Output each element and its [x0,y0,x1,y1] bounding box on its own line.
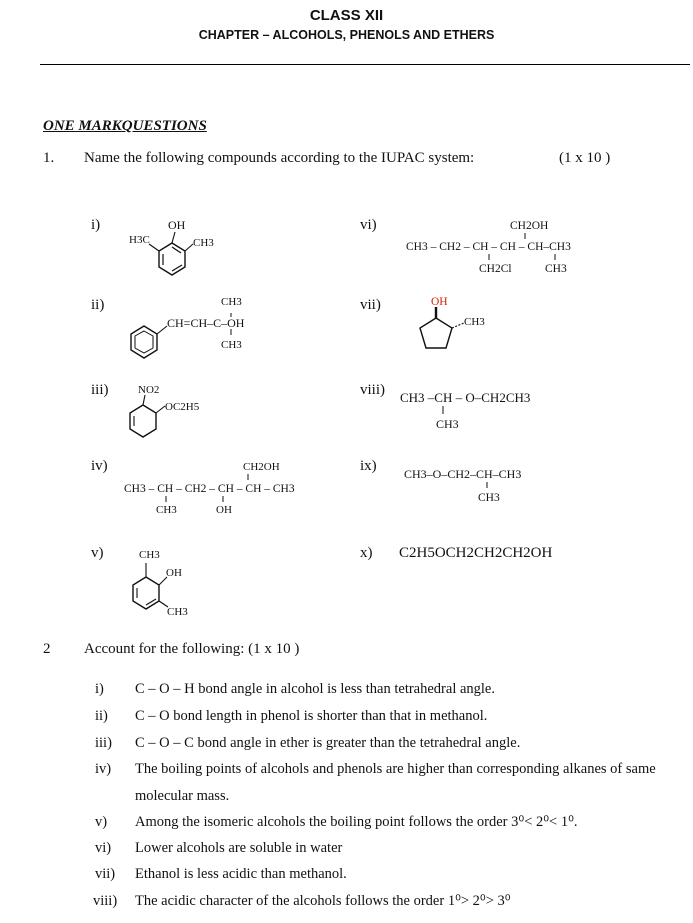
compound-vi-structure [404,213,614,278]
compound-vii-oh: OH [431,296,448,308]
q2-number: 2 [43,641,51,657]
compound-iii-oc2h5: OC2H5 [165,401,200,413]
compound-ii-structure [125,292,275,357]
compound-iv-ch3: CH3 [156,504,177,516]
q2-item-roman: iv) [95,761,112,777]
compound-i-ch3: CH3 [193,237,214,249]
q2-item-text: Among the isomeric alcohols the boiling point follows the order 3⁰< 2⁰< 1⁰. [135,814,578,830]
compound-ix-structure [402,460,552,510]
q2-item-roman: vi) [95,840,112,856]
q2-item-roman: vii) [95,866,116,882]
q1-text: Name the following compounds according to the IUPAC system: [84,150,475,166]
compound-iv-chain: CH3 – CH – CH2 – CH – CH – CH3 [124,483,295,495]
compound-ix-chain: CH3–O–CH2–CH–CH3 [404,467,522,481]
compound-vi-ch2cl: CH2Cl [479,263,512,275]
q1-item-label: viii) [360,382,385,398]
q1-item-label: ii) [91,297,105,313]
compound-iv-ch2oh: CH2OH [243,461,280,473]
q1-number: 1. [43,150,55,166]
q2-item-text: C – O – C bond angle in ether is greater than the tetrahedral angle. [135,735,521,751]
compound-x-formula: C2H5OCH2CH2CH2OH [399,545,553,561]
chapter-title: CHAPTER – ALCOHOLS, PHENOLS AND ETHERS [198,28,495,42]
header-divider [40,64,690,65]
compound-ix-ch3: CH3 [478,492,500,504]
q1-item-label: iv) [91,458,108,474]
compound-vi-ch3: CH3 [545,263,567,275]
compound-iii-structure [125,381,225,441]
q1-item-label: x) [360,545,373,561]
q2-item-roman: viii) [93,893,118,909]
compound-iv-structure [122,455,322,520]
compound-v-oh: OH [166,567,182,579]
compound-iv-oh: OH [216,504,232,516]
compound-i-structure [125,215,225,275]
q1-item-label: iii) [91,382,109,398]
q2-item-text: C – O – H bond angle in alcohol is less than tetrahedral angle. [135,681,495,697]
compound-viii-structure [398,385,568,435]
compound-viii-ch3: CH3 [436,417,459,431]
q2-item-text: The acidic character of the alcohols follows the order 1⁰> 2⁰> 3⁰ [135,893,511,909]
q2-text: Account for the following: (1 x 10 ) [84,641,300,657]
compound-iii-no2: NO2 [138,384,160,396]
compound-v-ch3-top: CH3 [139,549,160,561]
q2-item-roman: iii) [95,735,112,751]
q2-item-text: C – O bond length in phenol is shorter than that in methanol. [135,708,488,724]
q1-item-label: vi) [360,217,377,233]
q2-item-text: The boiling points of alcohols and phenols are higher than corresponding alkanes of same [135,761,656,777]
compound-vi-chain: CH3 – CH2 – CH – CH – CH–CH3 [406,241,571,253]
compound-viii-chain: CH3 –CH – O–CH2CH3 [400,390,531,405]
compound-i-oh: OH [168,218,186,232]
compound-vii-ch3: CH3 [464,316,485,328]
compound-i-h3c: H3C [129,234,150,246]
q2-item-text: Lower alcohols are soluble in water [135,840,343,856]
compound-ii-ch3-bottom: CH3 [221,339,242,351]
compound-vii-structure [412,293,512,358]
q2-item-roman: i) [95,681,104,697]
q2-item-text: Ethanol is less acidic than methanol. [135,866,347,882]
compound-v-ch3-bottom: CH3 [167,606,188,618]
q1-item-label: i) [91,217,101,233]
q1-item-label: ix) [360,458,377,474]
q1-item-label: vii) [360,297,381,313]
q1-item-label: v) [91,545,104,561]
compound-ii-ch3-top: CH3 [221,296,242,308]
q2-item-text-continued: molecular mass. [135,788,230,804]
compound-v-structure [125,545,225,620]
q2-item-roman: ii) [95,708,108,724]
compound-vi-ch2oh: CH2OH [510,220,549,232]
q2-item-roman: v) [95,814,108,830]
class-title: CLASS XII [309,7,384,24]
compound-ii-chain: CH=CH–C–OH [167,316,245,330]
section-heading: ONE MARKQUESTIONS [43,118,207,134]
q1-marks: (1 x 10 ) [559,150,611,166]
